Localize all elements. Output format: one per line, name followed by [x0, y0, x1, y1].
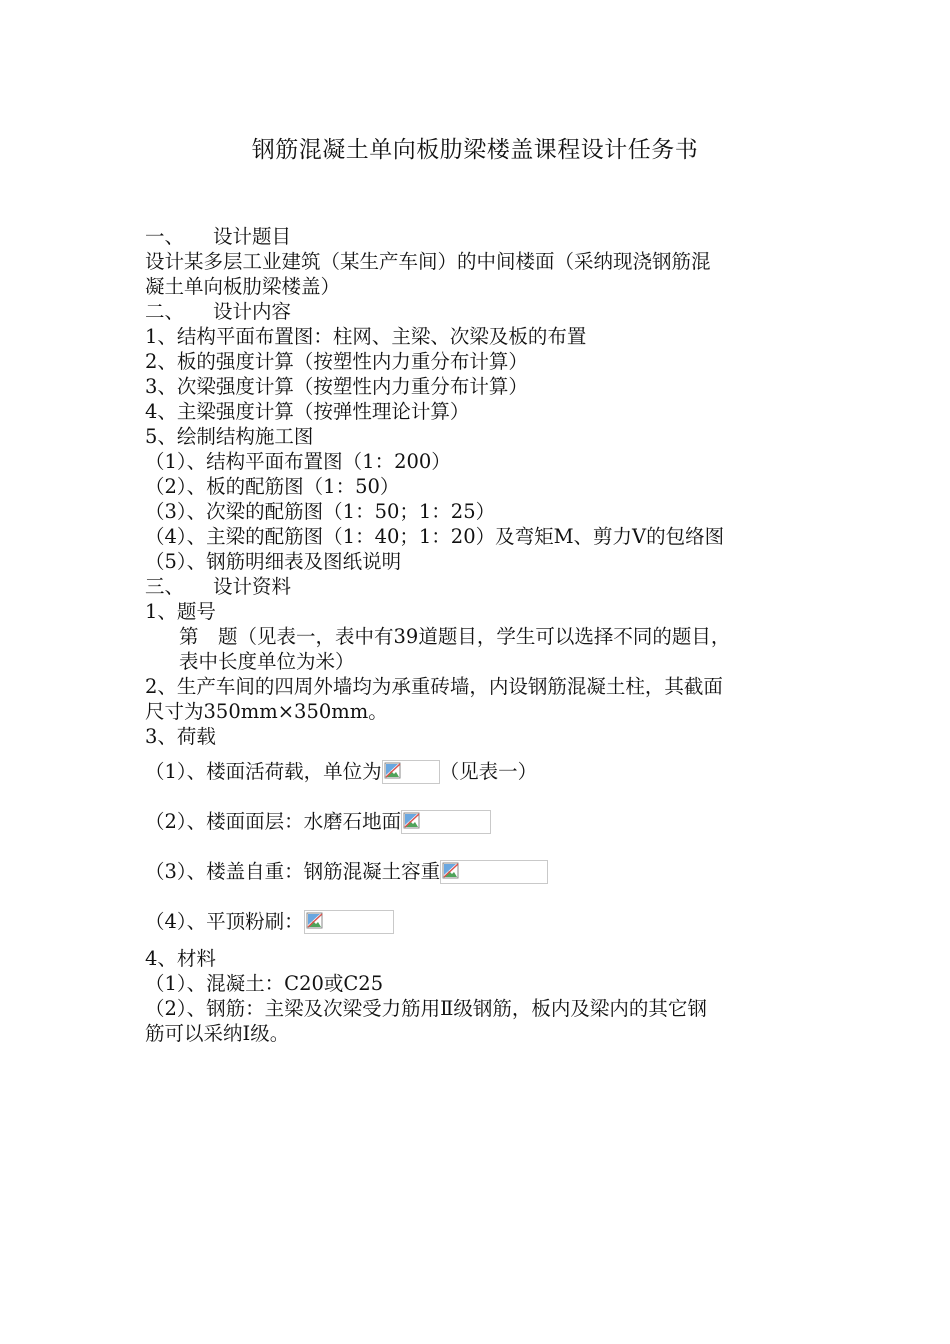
drawing-item: （4）、主梁的配筋图（1：40；1：20）及弯矩M、剪力V的包络图 [145, 525, 725, 548]
load-label: （4）、平顶粉刷： [145, 910, 304, 933]
drawing-item: （5）、钢筋明细表及图纸说明 [145, 550, 402, 573]
section-number: 一、 [145, 225, 185, 248]
list-item: 5、绘制结构施工图 [145, 425, 314, 448]
broken-image-icon [403, 812, 421, 830]
list-item: 4、材料 [145, 947, 216, 970]
paragraph-line: 筋可以采纳Ⅰ级。 [145, 1022, 290, 1045]
section-title: 设计资料 [213, 575, 292, 598]
formula-image [304, 910, 394, 934]
load-item [145, 759, 835, 784]
load-suffix: （见表一） [439, 760, 538, 783]
list-item: 4、主梁强度计算（按弹性理论计算） [145, 400, 470, 423]
broken-image-icon [442, 862, 460, 880]
paragraph-line: 第 题（见表一，表中有39道题目，学生可以选择不同的题目， [179, 625, 731, 648]
load-label: （3）、楼盖自重：钢筋混凝土容重 [145, 860, 441, 883]
section-number: 三、 [145, 575, 185, 598]
list-item: 1、题号 [145, 600, 216, 623]
broken-image-icon [306, 912, 324, 930]
paragraph-line: 尺寸为350mm×350mm。 [145, 700, 388, 723]
formula-image [401, 810, 491, 834]
section-title: 设计内容 [213, 300, 292, 323]
list-item: 3、次梁强度计算（按塑性内力重分布计算） [145, 375, 528, 398]
list-item: 2、板的强度计算（按塑性内力重分布计算） [145, 350, 528, 373]
document-title: 钢筋混凝土单向板肋梁楼盖课程设计任务书 [251, 137, 699, 163]
section-heading-2 [145, 299, 835, 324]
broken-image-icon [384, 762, 402, 780]
section-heading-3 [145, 574, 835, 599]
load-label: （2）、楼面面层：水磨石地面 [145, 810, 402, 833]
section-number: 二、 [145, 300, 185, 323]
formula-image [440, 860, 548, 884]
load-item [145, 809, 835, 834]
drawing-item: （2）、板的配筋图（1：50） [145, 475, 400, 498]
paragraph-line: 设计某多层工业建筑（某生产车间）的中间楼面（采纳现浇钢筋混 [145, 250, 711, 273]
load-item [145, 859, 835, 884]
load-item [145, 909, 835, 934]
paragraph-line: 2、生产车间的四周外墙均为承重砖墙，内设钢筋混凝土柱，其截面 [145, 675, 723, 698]
drawing-item: （1）、结构平面布置图（1：200） [145, 450, 451, 473]
document-body [145, 224, 835, 1046]
material-item: （1）、混凝土：C20或C25 [145, 972, 384, 995]
section-heading-1 [145, 224, 835, 249]
list-item: 1、结构平面布置图：柱网、主梁、次梁及板的布置 [145, 325, 587, 348]
paragraph-line: 凝土单向板肋梁楼盖） [145, 275, 341, 298]
load-label: （1）、楼面活荷载，单位为 [145, 760, 382, 783]
material-item: （2）、钢筋：主梁及次梁受力筋用Ⅱ级钢筋，板内及梁内的其它钢 [145, 997, 707, 1020]
list-item: 3、荷载 [145, 725, 216, 748]
formula-image [382, 760, 440, 784]
section-title: 设计题目 [213, 225, 292, 248]
drawing-item: （3）、次梁的配筋图（1：50；1：25） [145, 500, 496, 523]
paragraph-line: 表中长度单位为米） [179, 650, 355, 673]
